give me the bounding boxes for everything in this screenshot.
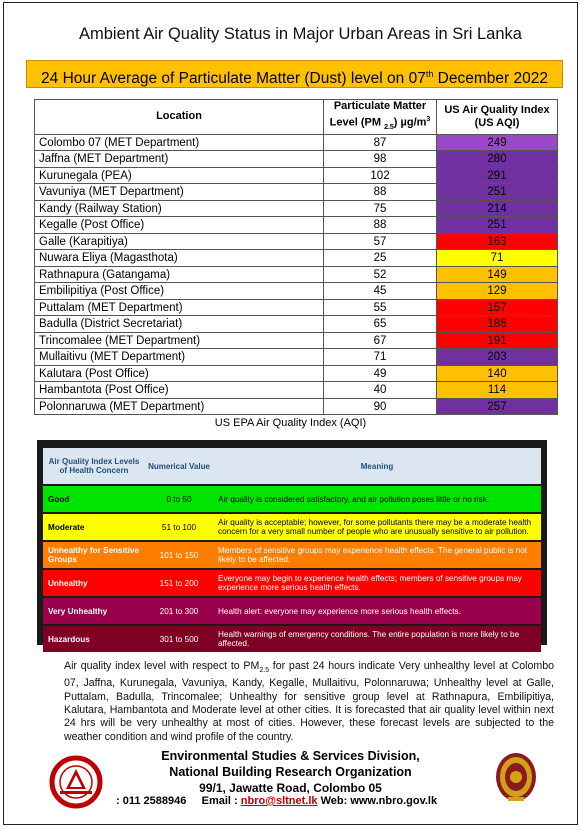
legend-value: 301 to 500 bbox=[145, 626, 213, 652]
legend-row bbox=[43, 486, 541, 512]
cell-pm: 45 bbox=[324, 283, 437, 300]
cell-location: Kegalle (Post Office) bbox=[35, 217, 324, 234]
cell-pm: 98 bbox=[324, 151, 437, 168]
org-footer bbox=[4, 748, 577, 796]
cell-aqi: 203 bbox=[437, 349, 558, 366]
cell-pm: 40 bbox=[324, 382, 437, 399]
legend-meaning: Air quality is considered satisfactory, and air pollution poses little or no risk. bbox=[213, 486, 541, 512]
cell-aqi: 251 bbox=[437, 217, 558, 234]
cell-location: Rathnapura (Gatangama) bbox=[35, 266, 324, 283]
legend-value: 51 to 100 bbox=[145, 514, 213, 540]
cell-location: Jaffna (MET Department) bbox=[35, 151, 324, 168]
banner-sup: th bbox=[425, 69, 434, 79]
legend-value: 101 to 150 bbox=[145, 542, 213, 568]
footer-email-label: Email : bbox=[201, 795, 238, 807]
cell-pm: 65 bbox=[324, 316, 437, 333]
legend-category: Moderate bbox=[43, 514, 145, 540]
cell-location: Nuwara Eliya (Magasthota) bbox=[35, 250, 324, 267]
table-row bbox=[35, 217, 558, 234]
cell-aqi: 157 bbox=[437, 299, 558, 316]
legend-header-row bbox=[43, 448, 541, 484]
cell-aqi: 251 bbox=[437, 184, 558, 201]
legend-body bbox=[43, 486, 541, 652]
cell-pm: 75 bbox=[324, 200, 437, 217]
footer-division: Environmental Studies & Services Division, bbox=[161, 749, 420, 763]
table-header-row bbox=[35, 100, 558, 135]
legend-table bbox=[43, 446, 541, 654]
footer-web: Web: www.nbro.gov.lk bbox=[320, 795, 438, 807]
cell-aqi: 129 bbox=[437, 283, 558, 300]
cell-location: Kalutara (Post Office) bbox=[35, 365, 324, 382]
legend-header-category: Air Quality Index Levels of Health Concern bbox=[43, 448, 145, 484]
page-title: Ambient Air Quality Status in Major Urban Areas in Sri Lanka bbox=[79, 25, 522, 43]
header-location: Location bbox=[35, 100, 324, 135]
legend-header-value: Numerical Value bbox=[145, 448, 213, 484]
header-pm-line2a: Level (PM bbox=[329, 116, 385, 129]
legend-header-meaning: Meaning bbox=[213, 448, 541, 484]
date-banner bbox=[26, 60, 563, 88]
footer-contact bbox=[116, 795, 437, 807]
cell-pm: 88 bbox=[324, 217, 437, 234]
cell-aqi: 249 bbox=[437, 134, 558, 151]
header-pm-line2b: ) µg/m bbox=[393, 116, 427, 129]
cell-aqi: 71 bbox=[437, 250, 558, 267]
footer-phone: : 011 2588946 bbox=[116, 795, 187, 807]
legend-category: Very Unhealthy bbox=[43, 598, 145, 624]
cell-pm: 55 bbox=[324, 299, 437, 316]
legend-category: Unhealthy for Sensitive Groups bbox=[43, 542, 145, 568]
cell-aqi: 257 bbox=[437, 398, 558, 415]
cell-location: Mullaitivu (MET Department) bbox=[35, 349, 324, 366]
epa-caption: US EPA Air Quality Index (AQI) bbox=[214, 417, 367, 429]
cell-pm: 88 bbox=[324, 184, 437, 201]
header-aqi-line2: (US AQI) bbox=[474, 116, 520, 129]
cell-aqi: 149 bbox=[437, 266, 558, 283]
legend-row bbox=[43, 598, 541, 624]
cell-location: Kurunegala (PEA) bbox=[35, 167, 324, 184]
table-row bbox=[35, 365, 558, 382]
summary-sub: 2.5 bbox=[259, 667, 270, 675]
summary-paragraph bbox=[64, 660, 554, 744]
legend-category: Unhealthy bbox=[43, 570, 145, 596]
aqi-table bbox=[34, 99, 558, 415]
aqi-legend bbox=[37, 440, 547, 648]
cell-location: Polonnaruwa (MET Department) bbox=[35, 398, 324, 415]
banner-date: December 2022 bbox=[433, 70, 548, 88]
legend-category: Good bbox=[43, 486, 145, 512]
legend-meaning: Members of sensitive groups may experience health effects. The general public is not likely to be affected. bbox=[213, 542, 541, 568]
legend-row bbox=[43, 626, 541, 652]
table-row bbox=[35, 134, 558, 151]
report-page bbox=[3, 2, 578, 825]
legend-value: 151 to 200 bbox=[145, 570, 213, 596]
legend-row bbox=[43, 542, 541, 568]
cell-aqi: 291 bbox=[437, 167, 558, 184]
aqi-table-body bbox=[35, 134, 558, 415]
header-aqi-line1: US Air Quality Index bbox=[444, 103, 550, 116]
legend-category: Hazardous bbox=[43, 626, 145, 652]
legend-row bbox=[43, 570, 541, 596]
cell-location: Trincomalee (MET Department) bbox=[35, 332, 324, 349]
legend-row bbox=[43, 514, 541, 540]
legend-meaning: Everyone may begin to experience health effects; members of sensitive groups may experience more serious health effects. bbox=[213, 570, 541, 596]
footer-org: National Building Research Organization bbox=[169, 765, 412, 779]
banner-text: 24 Hour Average of Particulate Matter (Dust) level on 07 bbox=[41, 70, 426, 88]
legend-value: 0 to 50 bbox=[145, 486, 213, 512]
table-row bbox=[35, 316, 558, 333]
table-row bbox=[35, 332, 558, 349]
cell-pm: 25 bbox=[324, 250, 437, 267]
table-row bbox=[35, 349, 558, 366]
cell-aqi: 186 bbox=[437, 316, 558, 333]
cell-location: Embilipitiya (Post Office) bbox=[35, 283, 324, 300]
table-row bbox=[35, 184, 558, 201]
cell-location: Badulla (District Secretariat) bbox=[35, 316, 324, 333]
table-row bbox=[35, 250, 558, 267]
table-row bbox=[35, 233, 558, 250]
cell-pm: 90 bbox=[324, 398, 437, 415]
table-row bbox=[35, 283, 558, 300]
cell-pm: 87 bbox=[324, 134, 437, 151]
table-row bbox=[35, 200, 558, 217]
cell-aqi: 214 bbox=[437, 200, 558, 217]
header-pm-line1: Particulate Matter bbox=[333, 100, 427, 112]
header-aqi bbox=[437, 100, 558, 135]
legend-meaning: Air quality is acceptable; however, for some pollutants there may be a moderate health concern for a very small number of people who are unusually sensitive to air pollution. bbox=[213, 514, 541, 540]
cell-aqi: 163 bbox=[437, 233, 558, 250]
table-row bbox=[35, 151, 558, 168]
cell-location: Puttalam (MET Department) bbox=[35, 299, 324, 316]
cell-location: Vavuniya (MET Department) bbox=[35, 184, 324, 201]
sri-lanka-emblem-icon bbox=[494, 751, 538, 803]
table-row bbox=[35, 167, 558, 184]
footer-address: 99/1, Jawatte Road, Colombo 05 bbox=[199, 781, 382, 795]
cell-pm: 67 bbox=[324, 332, 437, 349]
cell-aqi: 280 bbox=[437, 151, 558, 168]
cell-pm: 49 bbox=[324, 365, 437, 382]
legend-meaning: Health warnings of emergency conditions. The entire population is more likely to be affected. bbox=[213, 626, 541, 652]
cell-pm: 71 bbox=[324, 349, 437, 366]
summary-text-1: Air quality index level with respect to PM bbox=[64, 660, 260, 672]
legend-meaning: Health alert: everyone may experience more serious health effects. bbox=[213, 598, 541, 624]
table-row bbox=[35, 398, 558, 415]
cell-location: Kandy (Railway Station) bbox=[35, 200, 324, 217]
cell-location: Colombo 07 (MET Department) bbox=[35, 134, 324, 151]
table-row bbox=[35, 299, 558, 316]
summary-text-2: for past 24 hours indicate Very unhealthy level at Colombo 07, Jaffna, Kurunegala, Vavuniya, Kandy, Kegalle, Mullaitivu, Polonnaruwa; Unhealthy level at Galle, Puttalam, Badulla, Trincomalee; Unhealthy for sensitive group level at Rathnapura, Embilipitiya, Kalutara, Hambantota and Moderate level at other cities. It is forecasted that air quality level within next 24 hrs will be very unhealthy at most of cities. However, these forecast levels are subjected to the weather condition and wind profile of the country. bbox=[64, 660, 554, 743]
cell-aqi: 114 bbox=[437, 382, 558, 399]
table-row bbox=[35, 382, 558, 399]
header-pm bbox=[324, 100, 437, 135]
table-row bbox=[35, 266, 558, 283]
cell-aqi: 140 bbox=[437, 365, 558, 382]
header-pm-sub: 2.5 bbox=[384, 123, 394, 131]
cell-aqi: 191 bbox=[437, 332, 558, 349]
legend-value: 201 to 300 bbox=[145, 598, 213, 624]
cell-location: Galle (Karapitiya) bbox=[35, 233, 324, 250]
cell-pm: 52 bbox=[324, 266, 437, 283]
cell-pm: 57 bbox=[324, 233, 437, 250]
cell-location: Hambantota (Post Office) bbox=[35, 382, 324, 399]
footer-email-link[interactable]: nbro@sltnet.lk bbox=[240, 795, 318, 807]
header-pm-sup: 3 bbox=[426, 116, 431, 123]
cell-pm: 102 bbox=[324, 167, 437, 184]
